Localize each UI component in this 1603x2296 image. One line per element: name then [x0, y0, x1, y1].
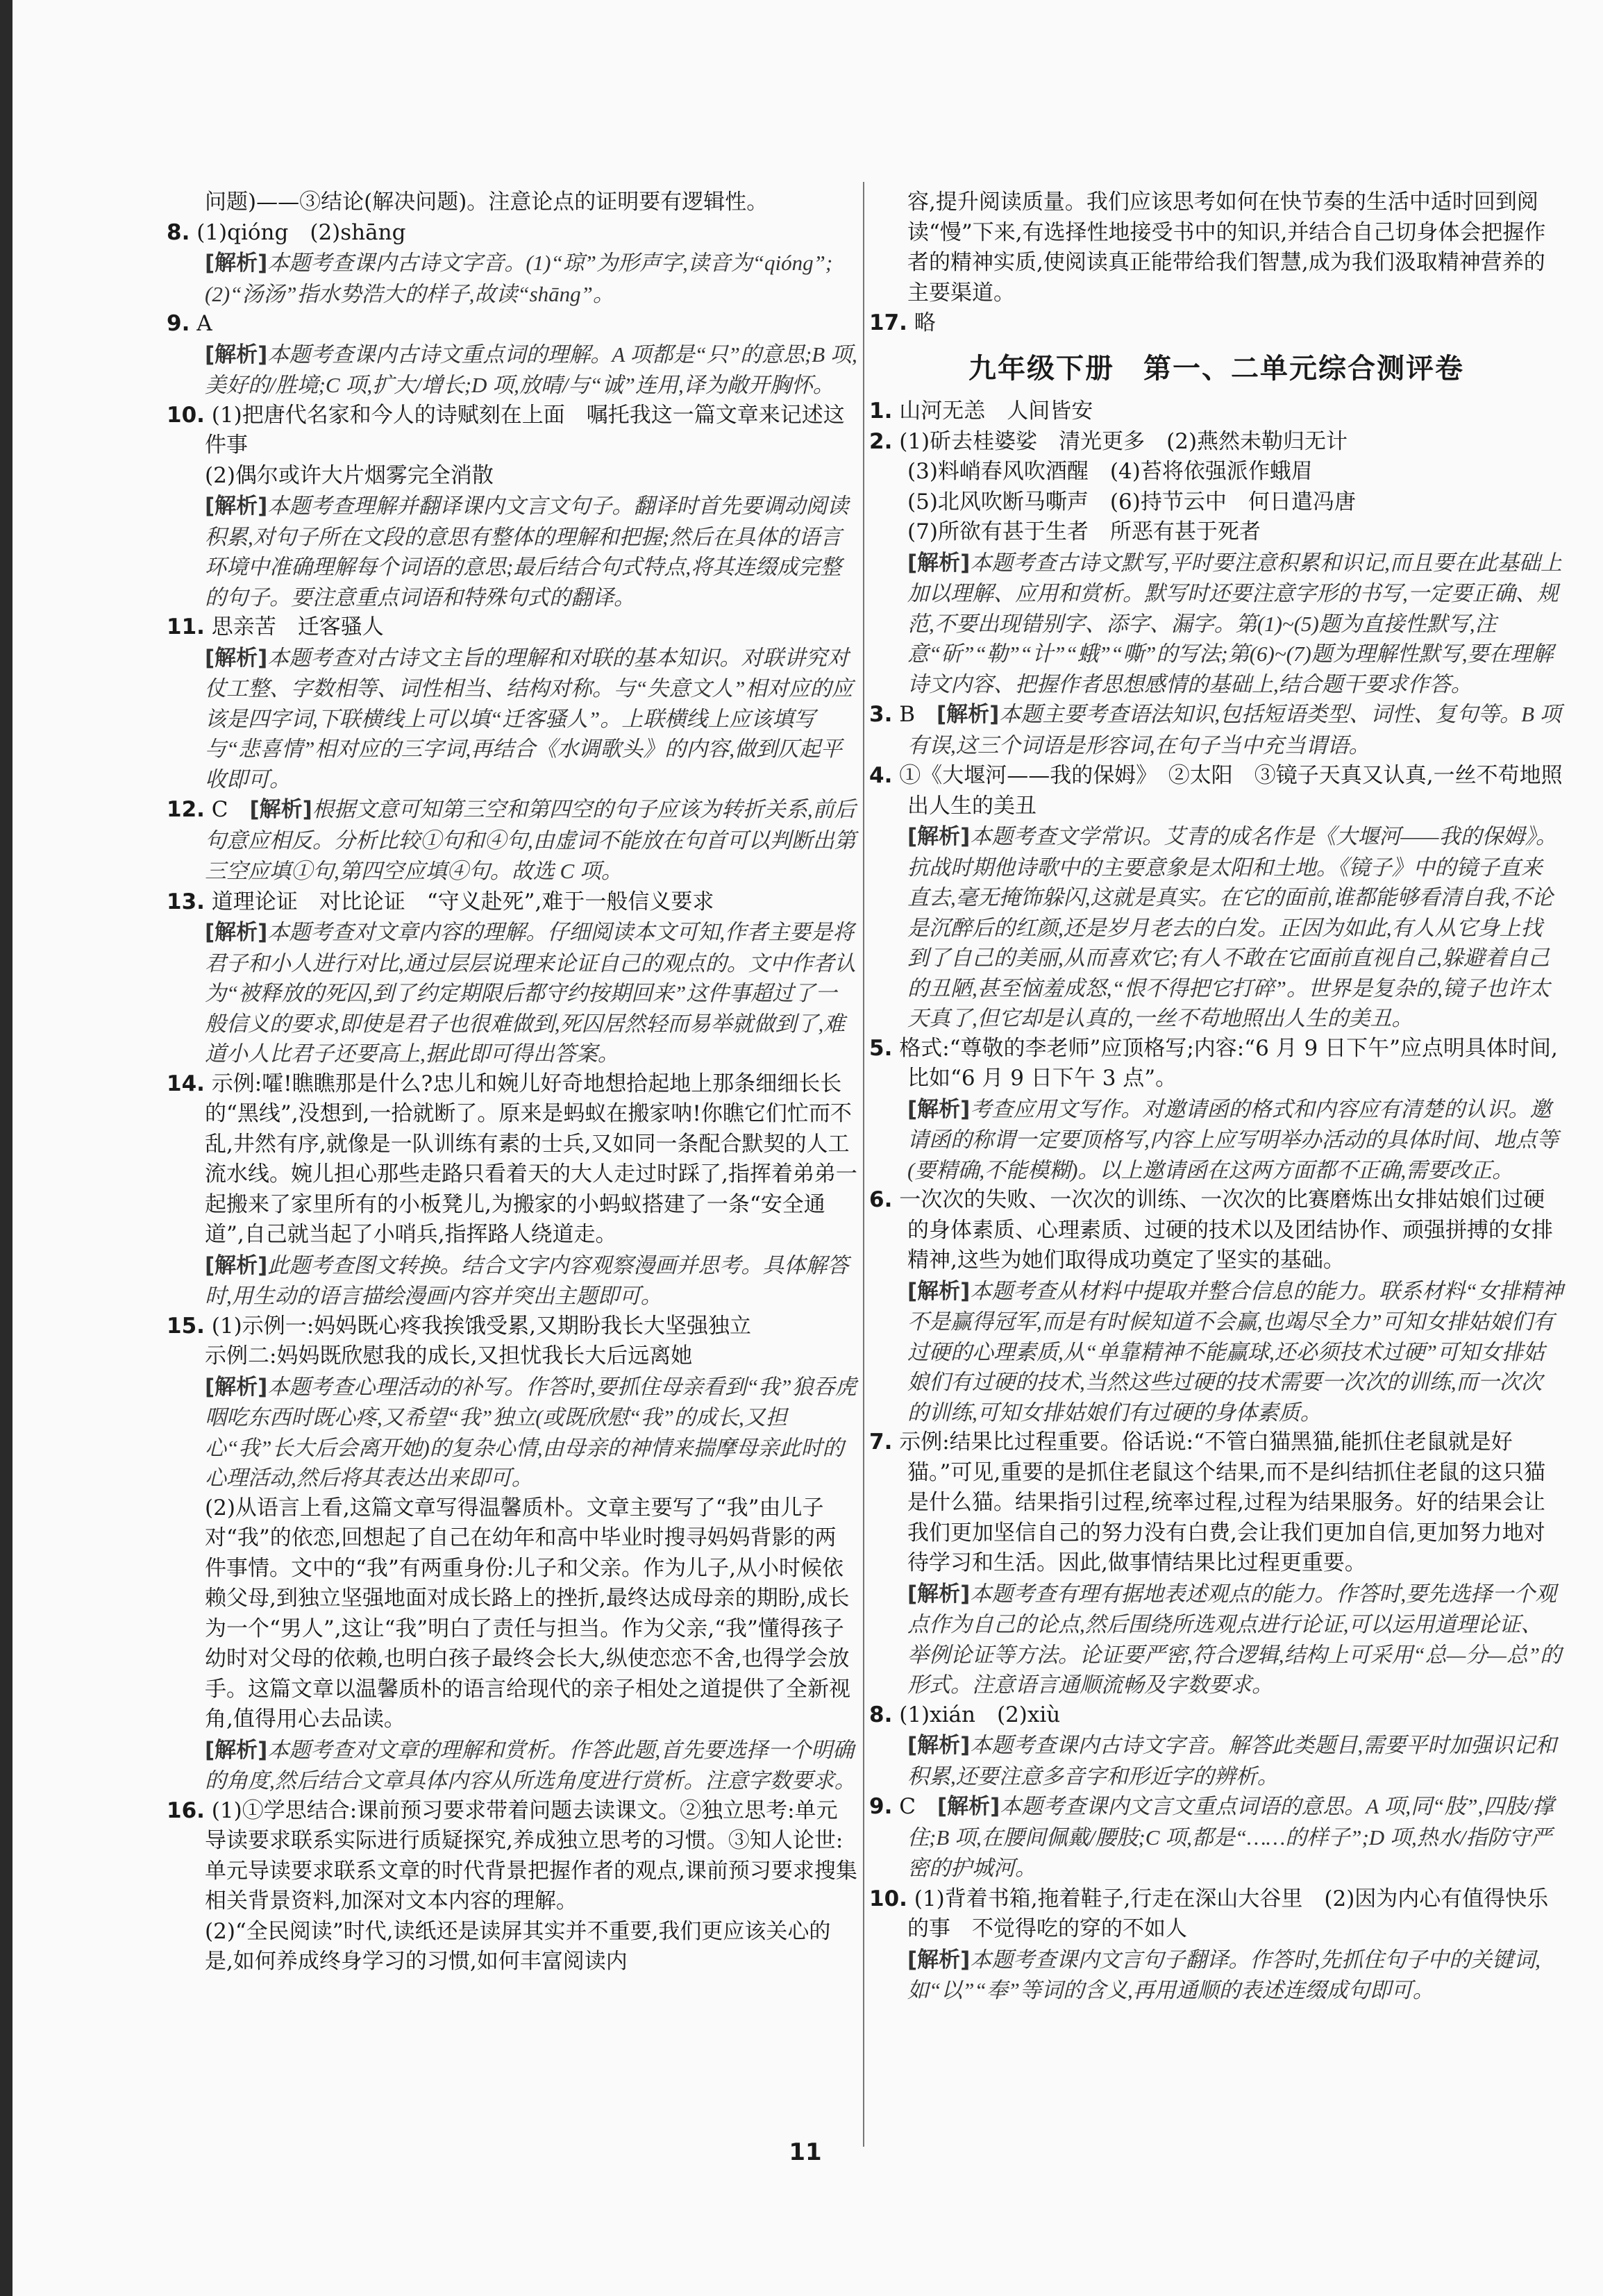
analysis-text: 本题主要考查语法知识,包括短语类型、词性、复句等。B 项有误,这三个词语是形容词,在句子当中充当谓语。	[907, 702, 1561, 757]
answer-item	[167, 794, 857, 887]
question-number: 5.	[869, 1035, 893, 1061]
analysis-tag: [解析]	[205, 1374, 268, 1400]
question-number: 10.	[167, 402, 205, 428]
analysis-text: 本题考查课内文言文重点词语的意思。A 项,同“肢”,四肢/撑住;B 项,在腰间佩戴/腰肢;C 项,都是“……的样子”;D 项,热水/指防守严密的护城河。	[907, 1794, 1554, 1880]
right-column	[869, 187, 1563, 2006]
answer-item	[167, 1796, 857, 1977]
continued-text: (2)从语言上看,这篇文章写得温馨质朴。文章主要写了“我”由儿子对“我”的依恋,回想起了自己在幼年和高中毕业时搜寻妈妈背影的两件事情。文中的“我”有两重身份:儿子和父亲。作为儿子,从小时候依赖父母,到独立坚强地面对成长路上的挫折,最终达成母亲的期盼,成长为一个“男人”,这让“我”明白了责任与担当。作为父亲,“我”懂得孩子幼时对父母的依赖,也明白孩子最终会长大,纵使恋恋不舍,也得学会放手。这篇文章以温馨质朴的语言给现代的亲子相处之道提供了全新视角,值得用心去品读。	[205, 1495, 850, 1732]
answer-item	[869, 1700, 1563, 1792]
question-number: 9.	[167, 311, 190, 336]
question-number: 14.	[167, 1071, 205, 1096]
question-number: 8.	[869, 1702, 893, 1727]
left-column	[167, 187, 857, 1977]
analysis-tag: [解析]	[907, 550, 971, 576]
analysis-tag: [解析]	[205, 920, 268, 945]
question-number: 16.	[167, 1798, 205, 1823]
analysis-text: 本题考查心理活动的补写。作答时,要抓住母亲看到“我”狼吞虎咽吃东西时既心疼,又希望“我”独立(或既欣慰“我”的成长,又担心“我”长大后会离开她)的复杂心情,由母亲的神情来揣摩母亲此时的心理活动,然后将其表达出来即可。	[205, 1374, 857, 1490]
answer-text: (1)①学思结合:课前预习要求带着问题去读课文。②独立思考:单元导读要求联系实际进行质疑探究,养成独立思考的习惯。③知人论世:单元导读要求联系文章的时代背景把握作者的观点,课前预习要求搜集相关背景资料,加深对文本内容的理解。	[205, 1798, 857, 1913]
question-number: 9.	[869, 1794, 893, 1819]
analysis-text: 本题考查对古诗文主旨的理解和对联的基本知识。对联讲究对仗工整、字数相等、词性相当、结构对称。与“失意文人”相对应的应该是四字词,下联横线上可以填“迁客骚人”。上联横线上应该填写与“悲喜情”相对应的三字词,再结合《水调歌头》的内容,做到仄起平收即可。	[205, 645, 853, 791]
answer-text: C	[211, 797, 228, 822]
analysis-text: 本题考查古诗文默写,平时要注意积累和识记,而且要在此基础上加以理解、应用和赏析。默写时还要注意字形的书写,一定要正确、规范,不要出现错别字、添字、漏字。第(1)~(5)题为直接性默写,注意“斫”“勒”“计”“蛾”“嘶”的写法;第(6)~(7)题为理解性默写,要在理解诗文内容、把握作者思想感情的基础上,结合题干要求作答。	[907, 550, 1562, 696]
analysis-tag: [解析]	[907, 1096, 971, 1122]
answer-item	[869, 1034, 1563, 1186]
question-number: 2.	[869, 428, 893, 454]
analysis-text: 考查应用文写作。对邀请函的格式和内容应有清楚的认识。邀请函的称谓一定要顶格写,内容上应写明举办活动的具体时间、地点等(要精确,不能模糊)。以上邀请函在这两方面都不正确,需要改正。	[907, 1096, 1559, 1182]
answer-text: (1)xián (2)xiù	[899, 1702, 1061, 1727]
analysis-text: 本题考查课内古诗文重点词的理解。A 项都是“只”的意思;B 项,美好的/胜境;C 项,扩大/增长;D 项,放晴/与“诚”连用,译为敞开胸怀。	[205, 342, 857, 397]
question-number: 13.	[167, 889, 205, 914]
analysis-text: 本题考查对文章内容的理解。仔细阅读本文可知,作者主要是将君子和小人进行对比,通过层层说理来论证自己的观点的。文中作者认为“被释放的死囚,到了约定期限后都守约按期回来”这件事超过了一般信义的要求,即使是君子也很难做到,死囚居然轻而易举就做到了,难道小人比君子还要高上,据此即可得出答案。	[205, 920, 856, 1066]
analysis-text: 本题考查课内古诗文字音。解答此类题目,需要平时加强识记和积累,还要注意多音字和形近字的辨析。	[907, 1733, 1557, 1788]
answer-text: 山河无恙 人间皆安	[899, 399, 1093, 424]
answer-text: C	[899, 1794, 916, 1819]
answer-item	[869, 1427, 1563, 1700]
question-number: 3.	[869, 702, 893, 727]
analysis-tag: [解析]	[937, 702, 1000, 727]
answer-item	[869, 427, 1563, 700]
answer-text: ①《大堰河——我的保姆》 ②太阳 ③镜子天真又认真,一丝不苟地照出人生的美丑	[899, 763, 1563, 819]
answer-text: (2)偶尔或许大片烟雾完全消散	[205, 462, 494, 488]
answer-text: 思亲苦 迁客骚人	[211, 614, 384, 639]
answer-text: A	[196, 311, 212, 336]
answer-item	[869, 308, 1563, 339]
answer-item	[869, 396, 1563, 427]
analysis-tag: [解析]	[937, 1794, 1000, 1819]
answer-item	[167, 612, 857, 794]
section-title: 九年级下册 第一、二单元综合测评卷	[968, 352, 1464, 385]
analysis-text: 本题考查对文章的理解和赏析。作答此题,首先要选择一个明确的角度,然后结合文章具体内容从所选角度进行赏析。注意字数要求。	[205, 1737, 856, 1793]
answer-text: 略	[914, 310, 936, 335]
answer-item	[167, 1312, 857, 1493]
question-number: 7.	[869, 1430, 893, 1455]
continued-text: 问题)——③结论(解决问题)。注意论点的证明要有逻辑性。	[205, 190, 769, 215]
analysis-tag: [解析]	[205, 1252, 268, 1278]
question-number: 6.	[869, 1187, 893, 1212]
answer-item	[167, 887, 857, 1069]
answer-item	[167, 218, 857, 310]
answer-text: 道理论证 对比论证 “守义赴死”,难于一般信义要求	[211, 889, 714, 914]
analysis-tag: [解析]	[205, 251, 268, 276]
question-number: 1.	[869, 399, 893, 424]
answer-item	[869, 761, 1563, 1034]
answer-text: B	[899, 702, 915, 727]
question-number: 12.	[167, 797, 205, 822]
analysis-text: 根据文意可知第三空和第四空的句子应该为转折关系,前后句意应相反。分析比较①句和④句,由虚词不能放在句首可以判断出第三空应填①句,第四空应填④句。故选 C 项。	[205, 797, 856, 883]
answer-item	[167, 187, 857, 218]
answer-text: 格式:“尊敬的李老师”应顶格写;内容:“6 月 9 日下午”应点明具体时间,比如“6 月 9 日下午 3 点”。	[899, 1035, 1558, 1091]
analysis-tag: [解析]	[907, 824, 971, 849]
answer-text: (5)北风吹断马嘶声 (6)持节云中 何日遣冯唐	[907, 489, 1356, 514]
column-divider	[863, 182, 864, 2147]
answer-item	[167, 309, 857, 401]
analysis-tag: [解析]	[907, 1733, 971, 1758]
answer-text: (1)qióng (2)shāng	[196, 219, 406, 245]
analysis-tag: [解析]	[205, 494, 268, 519]
answer-item	[869, 1791, 1563, 1884]
analysis-tag: [解析]	[907, 1278, 971, 1304]
answer-text: (1)示例一:妈妈既心疼我挨饿受累,又期盼我长大坚强独立	[211, 1313, 751, 1339]
answer-item	[167, 1493, 857, 1796]
answer-item	[167, 401, 857, 613]
answer-text: (1)背着书箱,拖着鞋子,行走在深山大谷里 (2)因为内心有值得快乐的事 不觉得吃的穿的不如人	[907, 1886, 1549, 1941]
scan-edge	[0, 0, 12, 2296]
analysis-text: 此题考查图文转换。结合文字内容观察漫画并思考。具体解答时,用生动的语言描绘漫画内容并突出主题即可。	[205, 1252, 849, 1308]
answer-text: 示例二:妈妈既欣慰我的成长,又担忧我长大后远离她	[205, 1343, 693, 1368]
analysis-text: 本题考查理解并翻译课内文言文句子。翻译时首先要调动阅读积累,对句子所在文段的意思有整体的理解和把握;然后在具体的语言环境中准确理解每个词语的意思;最后结合句式特点,将其连缀成完整的句子。要注意重点词语和特殊句式的翻译。	[205, 494, 849, 610]
analysis-text: 本题考查课内文言句子翻译。作答时,先抓住句子中的关键词,如“以”“奉”等词的含义,再用通顺的表述连缀成句即可。	[907, 1947, 1541, 2002]
analysis-tag: [解析]	[249, 797, 312, 822]
answer-text: (7)所欲有甚于生者 所恶有甚于死者	[907, 519, 1261, 544]
answer-text: 一次次的失败、一次次的训练、一次次的比赛磨炼出女排姑娘们过硬的身体素质、心理素质、过硬的技术以及团结协作、顽强拼搏的女排精神,这些为她们取得成功奠定了坚实的基础。	[899, 1187, 1553, 1273]
analysis-tag: [解析]	[907, 1947, 971, 1972]
analysis-text: 本题考查课内古诗文字音。(1)“琼”为形声字,读音为“qióng”;(2)“汤汤”指水势浩大的样子,故读“shāng”。	[205, 251, 833, 306]
question-number: 11.	[167, 614, 205, 639]
answer-text: 示例:结果比过程重要。俗话说:“不管白猫黑猫,能抓住老鼠就是好猫。”可见,重要的是抓住老鼠这个结果,而不是纠结抓住老鼠的这只猫是什么猫。结果指引过程,统率过程,过程为结果服务。好的结果会让我们更加坚信自己的努力没有白费,会让我们更加自信,更加努力地对待学习和生活。因此,做事情结果比过程更重要。	[899, 1430, 1546, 1575]
answer-text: (1)斫去桂婆娑 清光更多 (2)燕然未勒归无计	[899, 428, 1348, 454]
question-number: 8.	[167, 219, 190, 245]
analysis-text: 本题考查有理有据地表述观点的能力。作答时,要先选择一个观点作为自己的论点,然后围绕所选观点进行论证,可以运用道理论证、举例论证等方法。论证要严密,符合逻辑,结构上可采用“总—分—总”的形式。注意语言通顺流畅及字数要求。	[907, 1581, 1562, 1697]
analysis-text: 本题考查从材料中提取并整合信息的能力。联系材料“女排精神不是赢得冠军,而是有时候知道不会赢,也竭尽全力”可知女排姑娘们有过硬的心理素质,从“单靠精神不能赢球,还必须技术过硬”可知女排姑娘们有过硬的技术,当然这些过硬的技术需要一次次的训练,而一次次的训练,可知女排姑娘们有过硬的身体素质。	[907, 1278, 1563, 1425]
answer-text: (2)“全民阅读”时代,读纸还是读屏其实并不重要,我们更应该关心的是,如何养成终身学习的习惯,如何丰富阅读内	[205, 1918, 831, 1974]
answer-item	[869, 1884, 1563, 2006]
continued-text: 容,提升阅读质量。我们应该思考如何在快节奏的生活中适时回到阅读“慢”下来,有选择性地接受书中的知识,并结合自己切身体会把握作者的精神实质,使阅读真正能带给我们智慧,成为我们汲取精神营养的主要渠道。	[907, 190, 1546, 305]
answer-item	[869, 699, 1563, 761]
question-number: 15.	[167, 1313, 205, 1339]
analysis-text: 本题考查文学常识。艾青的成名作是《大堰河——我的保姆》。抗战时期他诗歌中的主要意象是太阳和土地。《镜子》中的镜子直来直去,毫无掩饰躲闪,这就是真实。在它的面前,谁都能够看清自我,不论是沉醉后的红颜,还是岁月老去的白发。正因为如此,有人从它身上找到了自己的美丽,从而喜欢它;有人不敢在它面前直视自己,躲避着自己的丑陋,甚至恼羞成怒,“恨不得把它打碎”。世界是复杂的,镜子也许太天真了,但它却是认真的,一丝不苟地照出人生的美丑。	[907, 824, 1557, 1030]
question-number: 17.	[869, 310, 907, 335]
answer-item	[869, 187, 1563, 308]
answer-text: (1)把唐代名家和今人的诗赋刻在上面 嘱托我这一篇文章来记述这件事	[205, 402, 845, 458]
analysis-tag: [解析]	[907, 1581, 971, 1607]
page-number: 11	[789, 2138, 822, 2166]
answer-item	[167, 1069, 857, 1312]
question-number: 4.	[869, 763, 893, 788]
answer-text: 示例:嚯!瞧瞧那是什么?忠儿和婉儿好奇地想拾起地上那条细细长长的“黑线”,没想到,一拾就断了。原来是蚂蚁在搬家呐!你瞧它们忙而不乱,井然有序,就像是一队训练有素的士兵,又如同一条配合默契的人工流水线。婉儿担心那些走路只看着天的大人走过时踩了,指挥着弟弟一起搬来了家里所有的小板凳儿,为搬家的小蚂蚁搭建了一条“安全通道”,自己就当起了小哨兵,指挥路人绕道走。	[205, 1071, 857, 1247]
answer-text: (3)料峭春风吹酒醒 (4)苔将依强派作蛾眉	[907, 459, 1313, 484]
answer-item	[869, 1185, 1563, 1427]
analysis-tag: [解析]	[205, 342, 268, 367]
question-number: 10.	[869, 1886, 907, 1911]
analysis-tag: [解析]	[205, 1737, 268, 1763]
analysis-tag: [解析]	[205, 645, 268, 671]
